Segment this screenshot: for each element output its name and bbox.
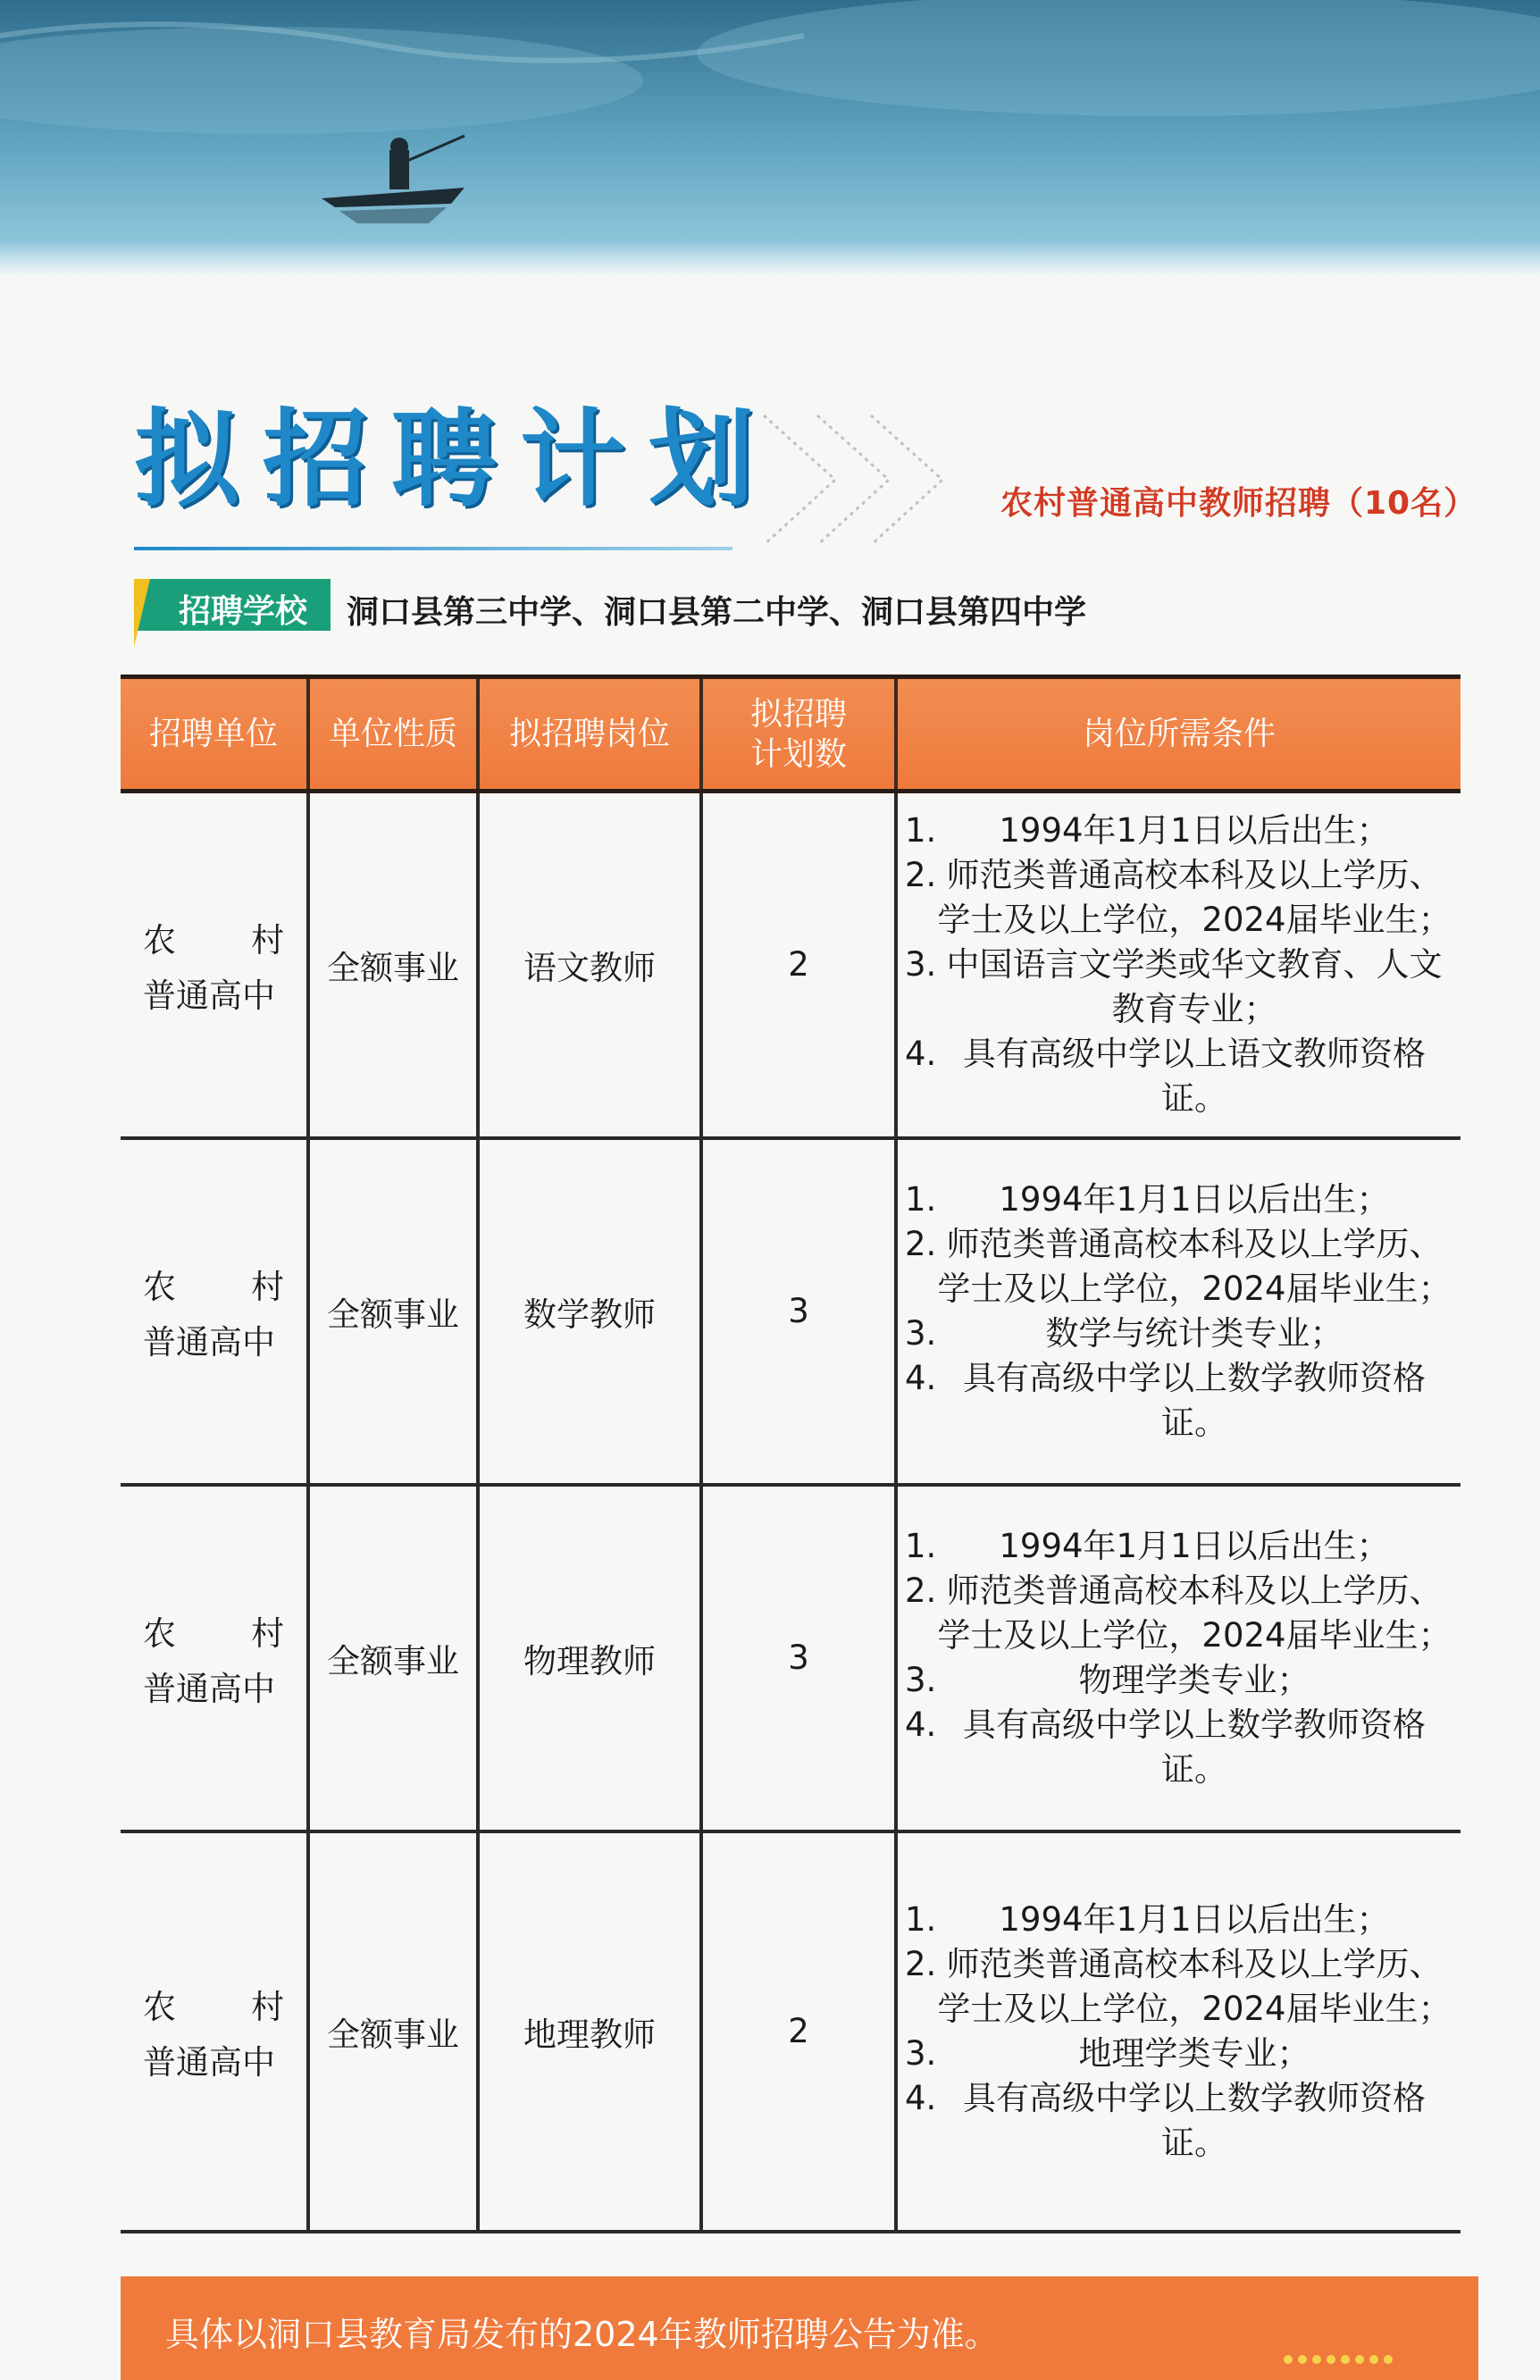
table-row <box>121 1831 1460 2232</box>
table-header-row <box>121 677 1460 792</box>
condition-item <box>905 1222 1453 1312</box>
condition-item <box>905 853 1453 943</box>
title-underline <box>134 547 732 550</box>
school-badge-label: 招聘学校 <box>179 593 308 630</box>
condition-num: 2. <box>905 1944 937 1983</box>
table-row <box>121 1485 1460 1831</box>
condition-text: 1994年1月1日以后出生； <box>999 810 1390 850</box>
condition-text: 师范类普通高校本科及以上学历、学士及以上学位，2024届毕业生； <box>937 1944 1452 2028</box>
cell-unit <box>121 1485 308 1831</box>
condition-item <box>905 1356 1453 1446</box>
chevron-right-icon <box>755 406 978 554</box>
condition-text: 物理学类专业； <box>1078 1660 1310 1699</box>
condition-item <box>905 1658 1453 1703</box>
condition-text: 中国语言文学类或华文教育、人文教育专业； <box>946 944 1443 1028</box>
condition-num: 2. <box>905 1224 937 1263</box>
unit-line1 <box>143 1980 284 2028</box>
unit-char: 农 <box>143 920 176 960</box>
footer-note-text: 具体以洞口县教育局发布的2024年教师招聘公告为准。 <box>165 2315 999 2354</box>
condition-item <box>905 1942 1453 2032</box>
condition-num: 1. <box>905 1179 937 1219</box>
unit-line2: 普通高中 <box>143 976 275 1015</box>
cell-count: 2 <box>701 1831 896 2232</box>
table-row <box>121 1138 1460 1485</box>
condition-num: 1. <box>905 810 937 850</box>
condition-item <box>905 1312 1453 1356</box>
condition-num: 3. <box>905 944 937 984</box>
recruitment-table <box>121 675 1460 2233</box>
cell-unit <box>121 792 308 1138</box>
header-nature: 单位性质 <box>308 677 478 792</box>
condition-num: 2. <box>905 1571 937 1610</box>
condition-item <box>905 1569 1453 1658</box>
condition-num: 1. <box>905 1899 937 1939</box>
cell-nature: 全额事业 <box>308 1831 478 2232</box>
header-position: 拟招聘岗位 <box>478 677 701 792</box>
program-label: 农村普通高中教师招聘（10名） <box>1000 485 1477 522</box>
unit-char: 村 <box>251 1613 284 1653</box>
cell-nature: 全额事业 <box>308 1485 478 1831</box>
cell-count: 3 <box>701 1138 896 1485</box>
header-count <box>701 677 896 792</box>
condition-item <box>905 943 1453 1032</box>
page-title: 拟招聘计划 <box>134 398 778 521</box>
cell-conditions <box>896 1485 1460 1831</box>
unit-char: 村 <box>251 1987 284 2026</box>
condition-text: 具有高级中学以上数学教师资格证。 <box>963 1705 1426 1789</box>
header-count-line1: 拟招聘 <box>749 695 847 733</box>
cell-conditions <box>896 1831 1460 2232</box>
condition-text: 1994年1月1日以后出生； <box>999 1899 1390 1939</box>
footer-note <box>121 2276 1478 2380</box>
cell-nature: 全额事业 <box>308 1138 478 1485</box>
cell-conditions <box>896 792 1460 1138</box>
unit-line1 <box>143 1606 284 1655</box>
cell-nature: 全额事业 <box>308 792 478 1138</box>
unit-char: 农 <box>143 1613 176 1653</box>
condition-num: 4. <box>905 1358 937 1397</box>
condition-text: 具有高级中学以上数学教师资格证。 <box>963 2078 1426 2162</box>
cell-position: 物理教师 <box>478 1485 701 1831</box>
unit-line2: 普通高中 <box>143 1322 275 1362</box>
condition-item <box>905 1032 1453 1121</box>
unit-char: 村 <box>251 1267 284 1306</box>
condition-item <box>905 1524 1453 1569</box>
condition-num: 4. <box>905 1034 937 1073</box>
condition-item <box>905 1703 1453 1792</box>
unit-line2: 普通高中 <box>143 2042 275 2082</box>
condition-item <box>905 2032 1453 2076</box>
condition-num: 3. <box>905 1313 937 1353</box>
condition-item <box>905 809 1453 853</box>
unit-char: 农 <box>143 1267 176 1306</box>
condition-num: 2. <box>905 855 937 894</box>
unit-line1 <box>143 1260 284 1308</box>
cell-conditions <box>896 1138 1460 1485</box>
condition-item <box>905 1177 1453 1222</box>
dots-decoration-icon <box>1282 2353 1398 2366</box>
cell-unit <box>121 1138 308 1485</box>
unit-line2: 普通高中 <box>143 1669 275 1708</box>
header-conditions: 岗位所需条件 <box>896 677 1460 792</box>
school-row <box>134 579 1429 633</box>
condition-text: 师范类普通高校本科及以上学历、学士及以上学位，2024届毕业生； <box>937 855 1452 939</box>
unit-char: 农 <box>143 1987 176 2026</box>
cell-unit <box>121 1831 308 2232</box>
condition-text: 数学与统计类专业； <box>1045 1313 1343 1353</box>
condition-text: 1994年1月1日以后出生； <box>999 1179 1390 1219</box>
condition-num: 3. <box>905 2033 937 2073</box>
cell-position: 数学教师 <box>478 1138 701 1485</box>
condition-text: 师范类普通高校本科及以上学历、学士及以上学位，2024届毕业生； <box>937 1571 1452 1655</box>
banner-photo <box>0 0 1540 277</box>
cell-position: 语文教师 <box>478 792 701 1138</box>
cell-position: 地理教师 <box>478 1831 701 2232</box>
condition-text: 地理学类专业； <box>1078 2033 1310 2073</box>
lake-boat-image <box>0 0 1540 277</box>
unit-char: 村 <box>251 920 284 960</box>
cell-count: 3 <box>701 1485 896 1831</box>
condition-text: 具有高级中学以上语文教师资格证。 <box>963 1034 1426 1118</box>
condition-num: 4. <box>905 2078 937 2117</box>
condition-item <box>905 2076 1453 2166</box>
condition-num: 4. <box>905 1705 937 1744</box>
cell-count: 2 <box>701 792 896 1138</box>
table-row <box>121 792 1460 1138</box>
header-unit: 招聘单位 <box>121 677 308 792</box>
condition-text: 师范类普通高校本科及以上学历、学士及以上学位，2024届毕业生； <box>937 1224 1452 1308</box>
unit-line1 <box>143 913 284 961</box>
condition-num: 1. <box>905 1526 937 1565</box>
condition-item <box>905 1898 1453 1942</box>
condition-text: 1994年1月1日以后出生； <box>999 1526 1390 1565</box>
condition-num: 3. <box>905 1660 937 1699</box>
header-count-line2: 计划数 <box>749 735 847 773</box>
school-names: 洞口县第三中学、洞口县第二中学、洞口县第四中学 <box>347 594 1087 631</box>
condition-text: 具有高级中学以上数学教师资格证。 <box>963 1358 1426 1442</box>
